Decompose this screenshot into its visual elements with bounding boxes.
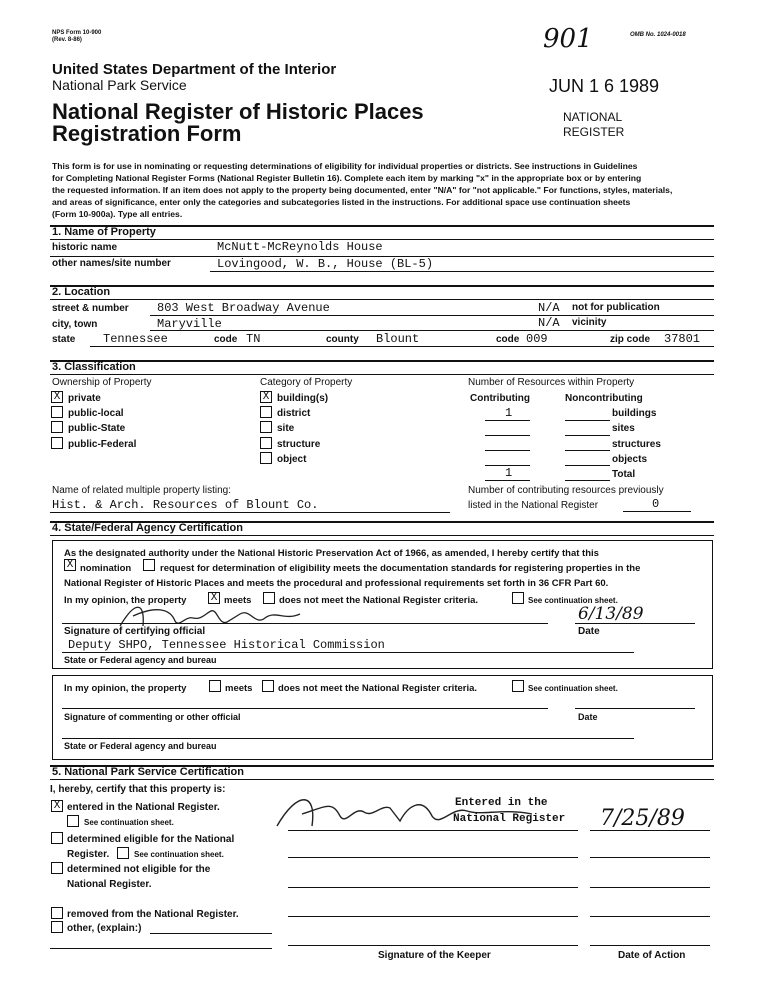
count-blank	[565, 420, 610, 421]
structure-label: structure	[277, 439, 321, 450]
does-not-meet2-label: does not meet the National Register criteria.	[278, 683, 478, 694]
agency-label: State or Federal agency and bureau	[64, 655, 217, 665]
public-state-checkbox[interactable]	[51, 421, 63, 433]
city-label: city, town	[52, 319, 98, 330]
other-names-value[interactable]: Lovingood, W. B., House (BL-5)	[217, 257, 434, 271]
section-rule	[50, 285, 714, 287]
count-blank	[565, 465, 610, 466]
opinion-label: In my opinion, the property	[64, 595, 187, 606]
field-rule	[575, 708, 695, 709]
instructions-line: This form is for use in nominating or requesting determinations of eligibility for individual properties or districts. See instructions in Guidelines	[52, 161, 638, 171]
state-code-value[interactable]: TN	[246, 332, 261, 346]
request-checkbox[interactable]	[143, 559, 155, 571]
public-state-label: public-State	[68, 423, 126, 434]
not-for-publication-label: not for publication	[572, 302, 660, 313]
field-rule	[210, 271, 714, 272]
meets-checkbox[interactable]: X	[208, 592, 220, 604]
field-rule	[590, 857, 710, 858]
field-rule	[50, 512, 450, 513]
public-federal-label: public-Federal	[68, 439, 137, 450]
count-blank	[485, 435, 530, 436]
does-not-meet-label: does not meet the National Register criteria.	[279, 595, 479, 606]
field-rule	[288, 916, 578, 917]
field-rule	[62, 652, 634, 653]
field-rule	[50, 948, 272, 949]
field-rule	[90, 346, 714, 347]
signature2-label: Signature of commenting or other official	[64, 712, 241, 722]
count-blank	[565, 480, 610, 481]
previously-listed-label-1: Number of contributing resources previously	[468, 485, 664, 496]
na-vicinity: N/A	[538, 316, 560, 330]
keeper-date: 7/25/89	[600, 806, 685, 831]
request-label: request for determination of eligibility meets the documentation standards for registering properties in the	[160, 563, 641, 574]
field-rule	[288, 830, 578, 831]
nomination-label: nomination	[80, 563, 132, 574]
contributing-buildings[interactable]: 1	[505, 406, 513, 420]
continuation-checkbox[interactable]	[512, 592, 524, 604]
entered-continuation-checkbox[interactable]	[67, 815, 79, 827]
county-code-label: code	[496, 334, 520, 345]
field-rule	[150, 330, 714, 331]
count-blank	[485, 420, 530, 421]
street-label: street & number	[52, 303, 129, 314]
private-label: private	[68, 393, 101, 404]
zip-label: zip code	[610, 334, 651, 345]
continuation2-label: See continuation sheet.	[528, 684, 618, 693]
meets-label: meets	[224, 595, 252, 606]
removed-label: removed from the National Register.	[67, 909, 239, 920]
building-checkbox[interactable]: X	[260, 391, 272, 403]
field-rule	[575, 623, 695, 624]
department: United States Department of the Interior	[52, 61, 337, 78]
resources-heading: Number of Resources within Property	[468, 377, 635, 388]
nps-intro: I, hereby, certify that this property is:	[50, 784, 226, 795]
agency-value[interactable]: Deputy SHPO, Tennessee Historical Commission	[68, 638, 385, 652]
multiple-listing-label: Name of related multiple property listing:	[52, 485, 231, 496]
objects-row-label: objects	[612, 454, 648, 465]
section-3-title: 3. Classification	[52, 361, 136, 373]
instructions-line: for Completing National Register Forms (National Register Bulletin 16). Complete each item by marking "x" in the appropriate box or by entering	[52, 173, 642, 183]
meets2-label: meets	[225, 683, 253, 694]
not-eligible-label-2: National Register.	[67, 879, 152, 890]
section-4-title: 4. State/Federal Agency Certification	[52, 522, 243, 534]
field-rule	[150, 315, 714, 316]
county-value[interactable]: Blount	[376, 332, 420, 346]
other-label: other, (explain:)	[67, 923, 142, 934]
state-code-label: code	[214, 334, 238, 345]
site-checkbox[interactable]	[260, 421, 272, 433]
field-rule	[288, 887, 578, 888]
na-publication: N/A	[538, 301, 560, 315]
city-value[interactable]: Maryville	[157, 317, 222, 331]
nomination-checkbox[interactable]: X	[64, 559, 76, 571]
object-checkbox[interactable]	[260, 452, 272, 464]
count-blank	[623, 511, 691, 512]
section-rule	[50, 779, 714, 780]
omb-number: OMB No. 1024-0018	[630, 32, 686, 38]
received-stamp-date: JUN 1 6 1989	[549, 76, 660, 96]
county-code-value[interactable]: 009	[526, 332, 548, 346]
meets2-checkbox[interactable]	[209, 680, 221, 692]
vicinity-label: vicinity	[572, 317, 607, 328]
count-blank	[485, 480, 530, 481]
total-row-label: Total	[612, 469, 636, 480]
count-blank	[485, 450, 530, 451]
form-revision: (Rev. 8-86)	[52, 37, 82, 43]
field-rule	[62, 738, 634, 739]
state-label: state	[52, 334, 76, 345]
private-checkbox[interactable]: X	[51, 391, 63, 403]
historic-name-value[interactable]: McNutt-McReynolds House	[217, 240, 383, 254]
entered-label: entered in the National Register.	[67, 802, 220, 813]
eligible-continuation-checkbox[interactable]	[117, 847, 129, 859]
field-rule	[62, 623, 548, 624]
continuation-label: See continuation sheet.	[528, 596, 618, 605]
count-blank	[565, 450, 610, 451]
field-rule	[590, 916, 710, 917]
handwritten-number: 901	[543, 24, 593, 54]
eligible-label-1: determined eligible for the National	[67, 834, 235, 845]
field-rule	[590, 830, 710, 831]
date-of-action-label: Date of Action	[618, 950, 686, 961]
section-5-title: 5. National Park Service Certification	[52, 766, 244, 778]
certifying-date: 6/13/89	[578, 604, 644, 624]
district-checkbox[interactable]	[260, 406, 272, 418]
section-2-title: 2. Location	[52, 286, 111, 298]
public-federal-checkbox[interactable]	[51, 437, 63, 449]
instructions-line: and areas of significance, enter only the categories and subcategories listed in the instructions. For additional space use continuation sheets	[52, 197, 631, 207]
eligible-label-2: Register.	[67, 849, 110, 860]
instructions	[52, 160, 722, 220]
section-1-title: 1. Name of Property	[52, 226, 156, 238]
entered-stamp-line2: National Register	[453, 813, 566, 825]
cert-paragraph-line1: As the designated authority under the National Historic Preservation Act of 1966, as amended, I hereby certify that this	[64, 548, 599, 559]
ownership-heading: Ownership of Property	[52, 377, 152, 388]
keeper-signature	[272, 786, 592, 836]
buildings-row-label: buildings	[612, 408, 657, 419]
agency: National Park Service	[52, 77, 187, 93]
section-rule	[50, 299, 714, 300]
date2-label: Date	[578, 712, 598, 722]
entered-checkbox[interactable]: X	[51, 800, 63, 812]
historic-name-label: historic name	[52, 242, 118, 253]
received-stamp-line2: REGISTER	[563, 125, 625, 139]
structures-row-label: structures	[612, 439, 661, 450]
form-number: NPS Form 10-900	[52, 30, 102, 36]
instructions-line: the requested information. If an item does not apply to the property being documented, enter "N/A" for "not applicable." For functions, styles, materials,	[52, 185, 673, 195]
public-local-label: public-local	[68, 408, 124, 419]
cert-paragraph-line3: National Register of Historic Places and meets the procedural and professional requirements set forth in 36 CFR Part 60.	[64, 578, 609, 589]
entered-continuation-label: See continuation sheet.	[84, 818, 174, 827]
public-local-checkbox[interactable]	[51, 406, 63, 418]
removed-checkbox[interactable]	[51, 907, 63, 919]
keeper-signature-label: Signature of the Keeper	[378, 950, 491, 961]
date-label: Date	[578, 626, 600, 637]
form-title: National Register of Historic Places	[52, 99, 424, 124]
does-not-meet2-checkbox[interactable]	[262, 680, 274, 692]
site-label: site	[277, 423, 295, 434]
entered-stamp-line1: Entered in the	[455, 797, 548, 809]
field-rule	[288, 945, 578, 946]
building-label: building(s)	[277, 393, 329, 404]
section-rule	[50, 360, 714, 362]
other-checkbox[interactable]	[51, 921, 63, 933]
street-value[interactable]: 803 West Broadway Avenue	[157, 301, 330, 315]
received-stamp-line1: NATIONAL	[563, 110, 623, 124]
field-rule	[590, 945, 710, 946]
agency2-label: State or Federal agency and bureau	[64, 741, 217, 751]
form-subtitle: Registration Form	[52, 121, 242, 146]
contributing-total[interactable]: 1	[505, 466, 513, 480]
signature-label: Signature of certifying official	[64, 626, 206, 637]
eligible-continuation-label: See continuation sheet.	[134, 850, 224, 859]
continuation2-checkbox[interactable]	[512, 680, 524, 692]
field-rule	[150, 933, 272, 934]
category-heading: Category of Property	[260, 377, 353, 388]
section-rule	[50, 374, 714, 375]
zip-value[interactable]: 37801	[664, 332, 701, 346]
sites-row-label: sites	[612, 423, 635, 434]
eligible-checkbox[interactable]	[51, 832, 63, 844]
object-label: object	[277, 454, 307, 465]
county-label: county	[326, 334, 359, 345]
previously-listed-label-2: listed in the National Register	[468, 500, 599, 511]
field-rule	[62, 708, 548, 709]
previously-listed-value[interactable]: 0	[652, 497, 660, 511]
opinion2-label: In my opinion, the property	[64, 683, 187, 694]
state-value[interactable]: Tennessee	[103, 332, 168, 346]
multiple-listing-value[interactable]: Hist. & Arch. Resources of Blount Co.	[52, 498, 319, 512]
section-rule	[50, 535, 714, 536]
not-eligible-checkbox[interactable]	[51, 862, 63, 874]
district-label: district	[277, 408, 311, 419]
field-rule	[288, 857, 578, 858]
contributing-heading: Contributing	[470, 393, 530, 404]
not-eligible-label-1: determined not eligible for the	[67, 864, 211, 875]
instructions-line: (Form 10-900a). Type all entries.	[52, 209, 183, 219]
count-blank	[565, 435, 610, 436]
other-names-label: other names/site number	[52, 258, 171, 269]
structure-checkbox[interactable]	[260, 437, 272, 449]
field-rule	[590, 887, 710, 888]
noncontributing-heading: Noncontributing	[565, 393, 643, 404]
